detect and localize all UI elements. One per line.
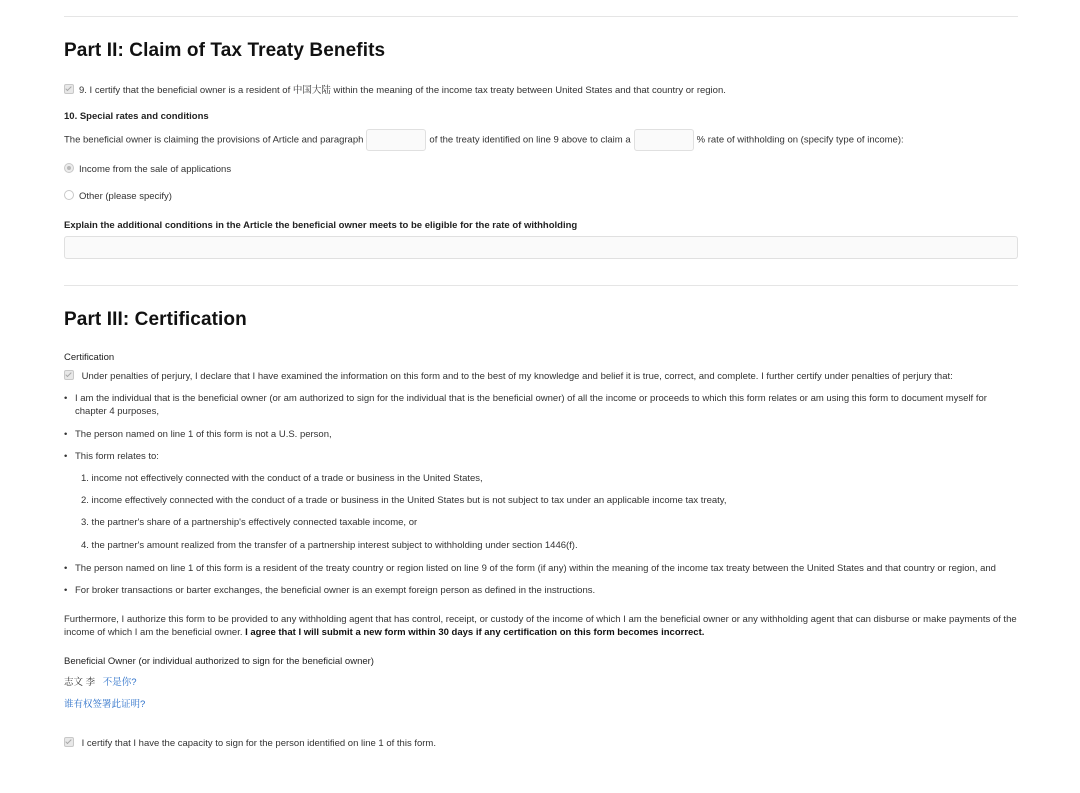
- bullet-form-relates: • This form relates to:: [64, 450, 1018, 463]
- owner-name: 志文 李: [64, 677, 96, 688]
- relates-item-4: 4. the partner's amount realized from the transfer of a partnership interest subject to withholding under section 1446(f).: [81, 540, 578, 551]
- item9-text: 9. I certify that the beneficial owner is a resident of 中国大陆 within the meaning of the income tax treaty between United States and that country or region.: [79, 85, 726, 96]
- item10-label: 10. Special rates and conditions: [64, 111, 209, 122]
- who-can-sign-link[interactable]: 谁有权签署此证明?: [64, 699, 146, 710]
- furthermore-bold: I agree that I will submit a new form within 30 days if any certification on this form becomes incorrect.: [245, 627, 705, 638]
- rate-input[interactable]: [634, 129, 694, 151]
- certification-label: Certification: [64, 352, 115, 363]
- claim-text-b: of the treaty identified on line 9 above to claim a: [429, 134, 631, 146]
- furthermore-text: Furthermore, I authorize this form to be provided to any withholding agent that has control, receipt, or custody of the income of which I am the beneficial owner or any withholding agent that can disburse or make payments of the income of which I am the beneficial owner.: [64, 614, 1017, 638]
- bullet-treaty-resident: • The person named on line 1 of this form is a resident of the treaty country or region listed on line 9 of the form (if any) within the meaning of the income tax treaty between the United States and that country or region, and: [64, 562, 1018, 575]
- owner-row: [64, 674, 137, 688]
- furthermore-paragraph: [64, 613, 1018, 639]
- claim-text-c: % rate of withholding on (specify type of income):: [696, 134, 904, 146]
- relates-item-3: 3. the partner's share of a partnership's effectively connected taxable income, or: [81, 517, 418, 528]
- claim-text-a: The beneficial owner is claiming the provisions of Article and paragraph: [64, 134, 364, 146]
- perjury-row: [64, 370, 953, 382]
- item9-row: [64, 82, 726, 96]
- bullet-beneficial-owner: • I am the individual that is the beneficial owner (or am authorized to sign for the individual that is the beneficial owner) of all the income or proceeds to which this form relates or am using this form to document myself for chapter 4 purposes,: [64, 392, 1018, 418]
- bullet-not-us-person: • The person named on line 1 of this form is not a U.S. person,: [64, 428, 1018, 441]
- not-you-link[interactable]: 不是你?: [102, 677, 137, 688]
- explain-input[interactable]: [64, 236, 1018, 259]
- claim-row: [64, 129, 904, 152]
- explain-label: Explain the additional conditions in the Article the beneficial owner meets to be eligible for the rate of withholding: [64, 220, 578, 231]
- relates-item-2: 2. income effectively connected with the conduct of a trade or business in the United States but is not subject to tax under an applicable income tax treaty,: [81, 495, 727, 506]
- radio-other-label: Other (please specify): [79, 191, 172, 202]
- relates-item-1: 1. income not effectively connected with the conduct of a trade or business in the United States,: [81, 473, 483, 484]
- bullet-broker: • For broker transactions or barter exchanges, the beneficial owner is an exempt foreign person as defined in the instructions.: [64, 584, 1018, 597]
- radio-income-sale[interactable]: [64, 163, 231, 175]
- item9-checkbox[interactable]: [64, 84, 74, 94]
- owner-label: Beneficial Owner (or individual authorized to sign for the beneficial owner): [64, 656, 374, 667]
- part2-title: Part II: Claim of Tax Treaty Benefits: [64, 40, 386, 61]
- divider-top: [64, 16, 1018, 17]
- radio-unselected-icon[interactable]: [64, 190, 74, 200]
- capacity-checkbox[interactable]: [64, 737, 74, 747]
- radio-other[interactable]: [64, 190, 172, 202]
- radio-selected-icon[interactable]: [64, 163, 74, 173]
- radio-income-sale-label: Income from the sale of applications: [79, 164, 232, 175]
- perjury-checkbox[interactable]: [64, 370, 74, 380]
- capacity-row: [64, 737, 436, 749]
- capacity-text: I certify that I have the capacity to sign for the person identified on line 1 of this form.: [81, 738, 436, 749]
- divider-part3: [64, 285, 1018, 286]
- perjury-text: Under penalties of perjury, I declare that I have examined the information on this form and to the best of my knowledge and belief it is true, correct, and complete. I further certify under penalties of perjury that:: [81, 371, 953, 382]
- part3-title: Part III: Certification: [64, 309, 247, 330]
- article-paragraph-input[interactable]: [366, 129, 426, 151]
